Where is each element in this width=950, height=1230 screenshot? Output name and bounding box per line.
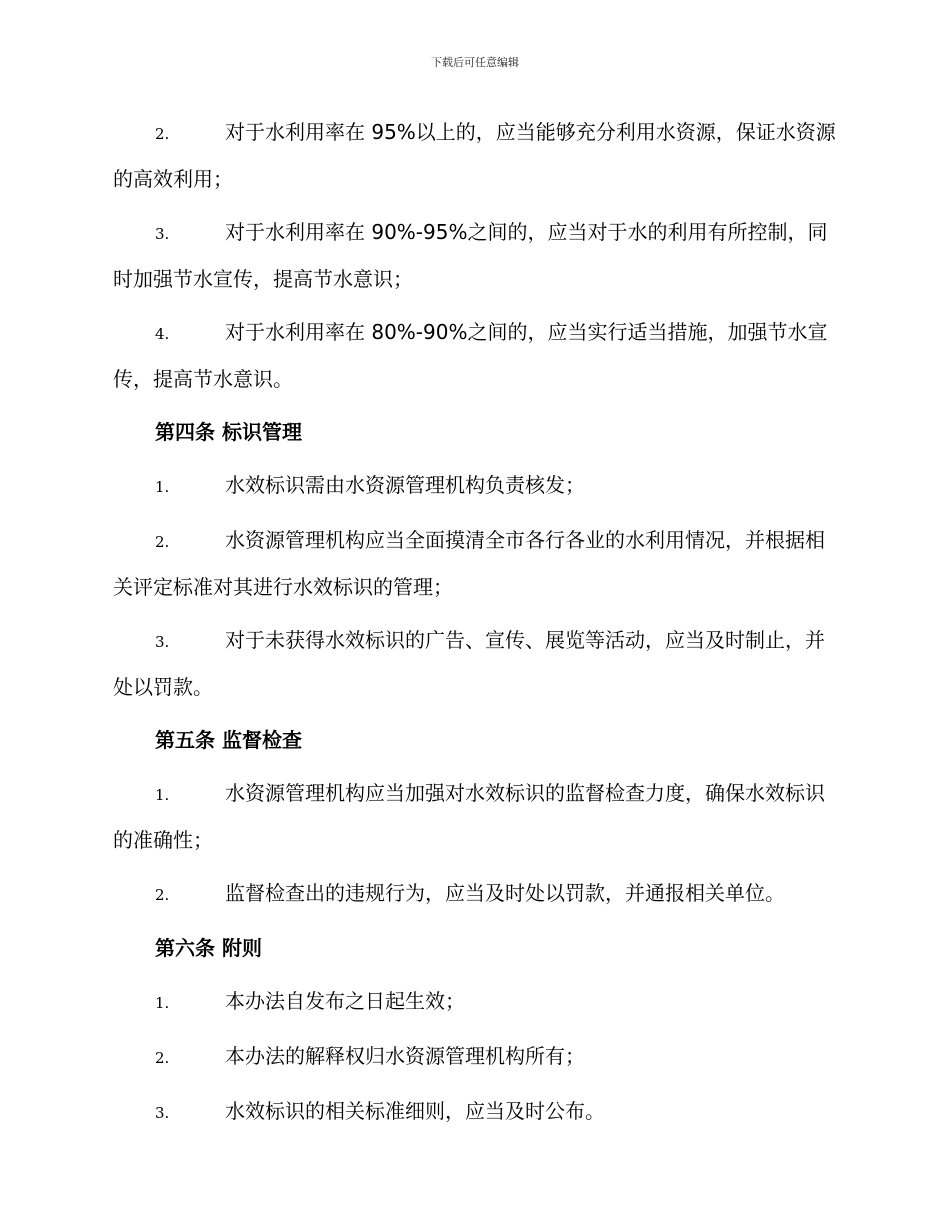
section-heading: 第六条 附则 <box>155 936 262 960</box>
list-text: 对于水利用率在 80%-90%之间的，应当实行适当措施，加强节水宣传，提高节水意识。 <box>113 320 828 391</box>
list-text: 水效标识需由水资源管理机构负责核发； <box>225 473 585 497</box>
list-item <box>113 618 843 710</box>
list-number: 3. <box>155 633 170 651</box>
list-text: 对于水利用率在 95%以上的，应当能够充分利用水资源，保证水资源的高效利用； <box>113 120 836 191</box>
list-number: 3. <box>155 225 170 243</box>
list-item <box>113 463 843 510</box>
list-number: 2. <box>155 1049 170 1067</box>
list-item <box>113 518 843 610</box>
list-item <box>113 310 843 402</box>
list-number: 4. <box>155 325 170 343</box>
list-text: 水资源管理机构应当全面摸清全市各行各业的水利用情况，并根据相关评定标准对其进行水效标识的管理； <box>113 528 825 599</box>
list-text: 对于水利用率在 90%-95%之间的，应当对于水的利用有所控制，同时加强节水宣传，提高节水意识； <box>113 220 828 291</box>
list-number: 2. <box>155 125 170 143</box>
list-number: 1. <box>155 478 170 496</box>
list-item <box>113 1089 843 1136</box>
list-item <box>113 110 843 202</box>
section-heading: 第四条 标识管理 <box>155 420 302 444</box>
document-body <box>113 110 843 1144</box>
list-text: 水资源管理机构应当加强对水效标识的监督检查力度，确保水效标识的准确性； <box>113 781 825 852</box>
list-item <box>113 979 843 1026</box>
list-number: 3. <box>155 1104 170 1122</box>
list-number: 2. <box>155 533 170 551</box>
list-text: 对于未获得水效标识的广告、宣传、展览等活动，应当及时制止，并处以罚款。 <box>113 628 825 699</box>
list-number: 1. <box>155 994 170 1012</box>
list-text: 本办法自发布之日起生效； <box>225 989 465 1013</box>
list-number: 2. <box>155 886 170 904</box>
list-text: 本办法的解释权归水资源管理机构所有； <box>225 1044 585 1068</box>
list-text: 水效标识的相关标准细则，应当及时公布。 <box>225 1099 605 1123</box>
list-item <box>113 210 843 302</box>
list-item <box>113 1034 843 1081</box>
list-number: 1. <box>155 786 170 804</box>
list-item <box>113 771 843 863</box>
page-header: 下载后可任意编辑 <box>431 56 519 69</box>
list-text: 监督检查出的违规行为，应当及时处以罚款，并通报相关单位。 <box>225 881 785 905</box>
section-heading: 第五条 监督检查 <box>155 728 302 752</box>
list-item <box>113 871 843 918</box>
